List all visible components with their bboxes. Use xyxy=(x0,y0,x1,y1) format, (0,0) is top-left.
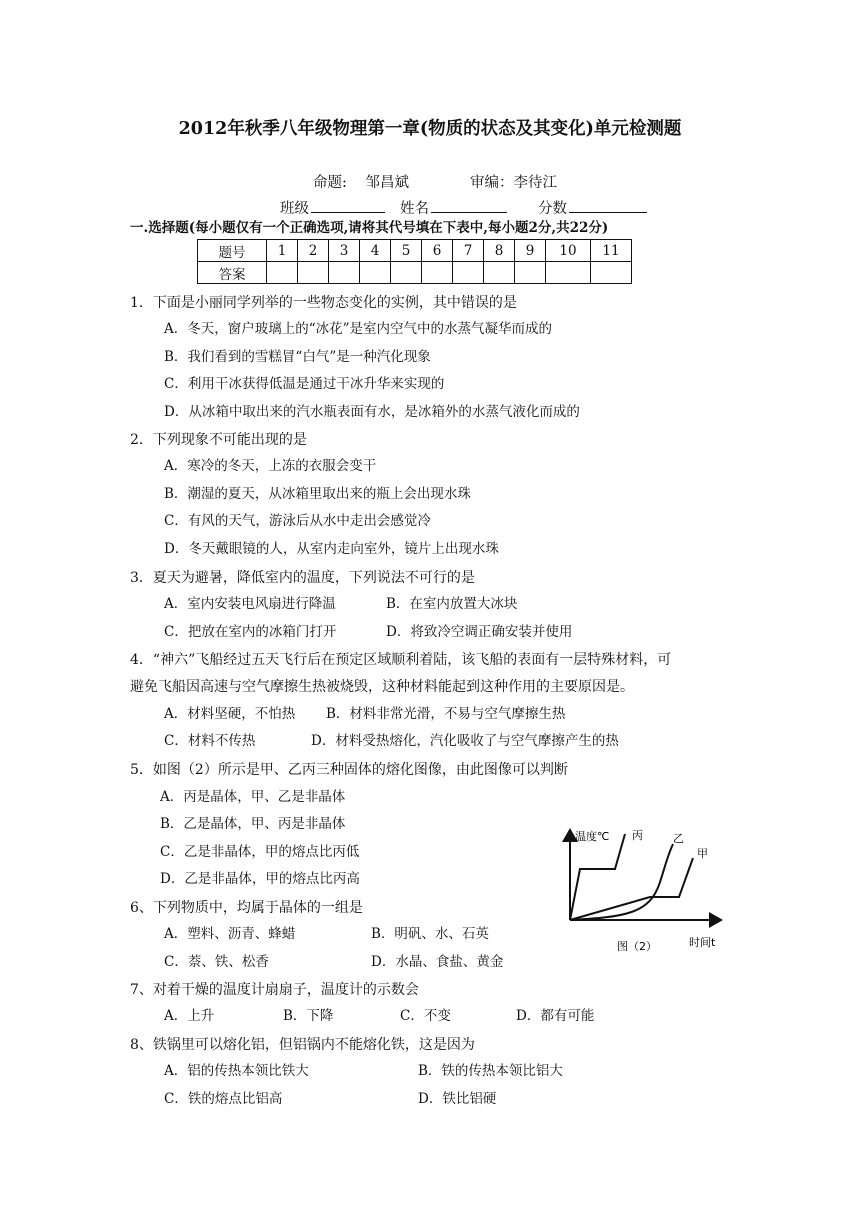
figure-caption: 图（2） xyxy=(617,940,657,953)
question-7-stem: 7、对着干燥的温度计扇扇子，温度计的示数会 xyxy=(130,982,419,998)
table-cell-number: 3 xyxy=(329,240,360,262)
question-2-option-b: B．潮湿的夏天，从冰箱里取出来的瓶上会出现水珠 xyxy=(164,486,471,502)
class-label: 班级 xyxy=(280,201,309,217)
editor-label: 审编： xyxy=(470,175,514,191)
answer-cell[interactable] xyxy=(267,262,298,284)
answer-cell[interactable] xyxy=(391,262,422,284)
question-6-option-d: D．水晶、食盐、黄金 xyxy=(371,954,504,970)
question-5-stem: 5．如图（2）所示是甲、乙丙三种固体的熔化图像，由此图像可以判断 xyxy=(130,762,568,778)
author-name: 邹昌斌 xyxy=(365,175,409,191)
question-8-option-a: A．铝的传热本领比铁大 xyxy=(164,1063,309,1079)
table-cell-number: 5 xyxy=(391,240,422,262)
question-1-option-c: C．利用干冰获得低温是通过干冰升华来实现的 xyxy=(164,376,445,392)
table-cell-number: 2 xyxy=(298,240,329,262)
question-2-stem: 2．下列现象不可能出现的是 xyxy=(130,432,307,448)
score-blank[interactable] xyxy=(569,198,647,213)
question-1-option-a: A．冬天，窗户玻璃上的“冰花”是室内空气中的水蒸气凝华而成的 xyxy=(164,321,553,337)
page-title: 2012年秋季八年级物理第一章(物质的状态及其变化)单元检测题 xyxy=(178,119,682,139)
class-field xyxy=(280,198,385,217)
answer-table xyxy=(197,239,632,284)
label-bing: 丙 xyxy=(632,829,643,842)
question-4-option-d: D．材料受热熔化，汽化吸收了与空气摩擦产生的热 xyxy=(311,733,619,749)
melting-graph-figure xyxy=(555,822,735,962)
table-cell-number: 9 xyxy=(515,240,546,262)
question-8-option-b: B．铁的传热本领比铝大 xyxy=(418,1063,563,1079)
question-7-option-a: A．上升 xyxy=(164,1008,215,1024)
question-8-option-c: C．铁的熔点比铝高 xyxy=(164,1091,283,1107)
question-3-option-b: B．在室内放置大冰块 xyxy=(386,596,518,612)
question-7-option-b: B．下降 xyxy=(283,1008,334,1024)
answer-cell[interactable] xyxy=(591,262,632,284)
question-5-option-a: A．丙是晶体，甲、乙是非晶体 xyxy=(160,789,346,805)
score-field xyxy=(538,198,647,217)
question-3-option-c: C．把放在室内的冰箱门打开 xyxy=(164,624,337,640)
name-blank[interactable] xyxy=(431,198,507,213)
y-axis-label: 温度℃ xyxy=(575,830,610,843)
question-1-option-b: B．我们看到的雪糕冒“白气”是一种汽化现象 xyxy=(164,349,431,365)
table-cell-number: 4 xyxy=(360,240,391,262)
question-3-option-a: A．室内安装电风扇进行降温 xyxy=(164,596,336,612)
question-5-option-c: C．乙是非晶体，甲的熔点比丙低 xyxy=(160,844,360,860)
question-2-option-d: D．冬天戴眼镜的人，从室内走向室外，镜片上出现水珠 xyxy=(164,541,499,557)
question-8-option-d: D．铁比铝硬 xyxy=(418,1091,497,1107)
row-label-number: 题号 xyxy=(198,240,267,262)
answer-cell[interactable] xyxy=(360,262,391,284)
author-label: 命题: xyxy=(313,175,347,191)
table-cell-number: 11 xyxy=(591,240,632,262)
table-cell-number: 10 xyxy=(546,240,591,262)
curve-jia xyxy=(570,858,693,920)
question-2-option-c: C．有风的天气，游泳后从水中走出会感觉冷 xyxy=(164,513,431,529)
class-blank[interactable] xyxy=(311,198,385,213)
table-cell-number: 1 xyxy=(267,240,298,262)
name-label: 姓名 xyxy=(400,201,429,217)
answer-cell[interactable] xyxy=(484,262,515,284)
answer-cell[interactable] xyxy=(453,262,484,284)
name-field xyxy=(400,198,507,217)
question-8-stem: 8、铁锅里可以熔化铝，但铝锅内不能熔化铁，这是因为 xyxy=(130,1037,475,1053)
question-2-option-a: A．寒冷的冬天，上冻的衣服会变干 xyxy=(164,458,377,474)
table-row-numbers xyxy=(198,240,632,262)
author-line xyxy=(313,176,409,191)
label-yi: 乙 xyxy=(673,832,684,845)
score-label: 分数 xyxy=(538,201,567,217)
question-4-option-a: A．材料坚硬，不怕热 xyxy=(164,706,296,722)
editor-line xyxy=(470,176,557,191)
question-1-option-d: D．从冰箱中取出来的汽水瓶表面有水，是冰箱外的水蒸气液化而成的 xyxy=(164,404,580,420)
answer-cell[interactable] xyxy=(422,262,453,284)
question-4-option-b: B．材料非常光滑，不易与空气摩擦生热 xyxy=(326,706,566,722)
question-7-option-c: C．不变 xyxy=(400,1008,451,1024)
x-axis-label: 时间t xyxy=(689,936,716,949)
answer-cell[interactable] xyxy=(298,262,329,284)
question-5-option-b: B．乙是晶体，甲、丙是非晶体 xyxy=(160,816,346,832)
row-label-answer: 答案 xyxy=(198,262,267,284)
question-6-option-c: C．萘、铁、松香 xyxy=(164,954,269,970)
question-3-stem: 3．夏天为避暑，降低室内的温度，下列说法不可行的是 xyxy=(130,570,475,586)
answer-cell[interactable] xyxy=(546,262,591,284)
question-4-stem-cont: 避免飞船因高速与空气摩擦生热被烧毁，这种材料能起到这种作用的主要原因是。 xyxy=(130,679,634,695)
question-7-option-d: D．都有可能 xyxy=(516,1008,595,1024)
table-row-answers xyxy=(198,262,632,284)
table-cell-number: 7 xyxy=(453,240,484,262)
section-heading: 一.选择题(每小题仅有一个正确选项,请将其代号填在下表中,每小题2分,共22分) xyxy=(130,220,609,236)
question-6-stem: 6、下列物质中，均属于晶体的一组是 xyxy=(130,900,363,916)
question-6-option-a: A．塑料、沥青、蜂蜡 xyxy=(164,926,296,942)
label-jia: 甲 xyxy=(697,847,708,860)
curve-yi xyxy=(570,844,673,920)
question-6-option-b: B．明矾、水、石英 xyxy=(371,926,489,942)
question-3-option-d: D．将致冷空调正确安装并使用 xyxy=(386,624,573,640)
question-4-stem: 4．“神六”飞船经过五天飞行后在预定区域顺利着陆，该飞船的表面有一层特殊材料，可 xyxy=(130,652,672,668)
table-cell-number: 8 xyxy=(484,240,515,262)
question-5-option-d: D．乙是非晶体，甲的熔点比丙高 xyxy=(160,871,360,887)
table-cell-number: 6 xyxy=(422,240,453,262)
question-4-option-c: C．材料不传热 xyxy=(164,733,256,749)
question-1-stem: 1．下面是小丽同学列举的一些物态变化的实例，其中错误的是 xyxy=(130,295,517,311)
answer-cell[interactable] xyxy=(515,262,546,284)
answer-cell[interactable] xyxy=(329,262,360,284)
editor-name: 李待江 xyxy=(513,175,557,191)
